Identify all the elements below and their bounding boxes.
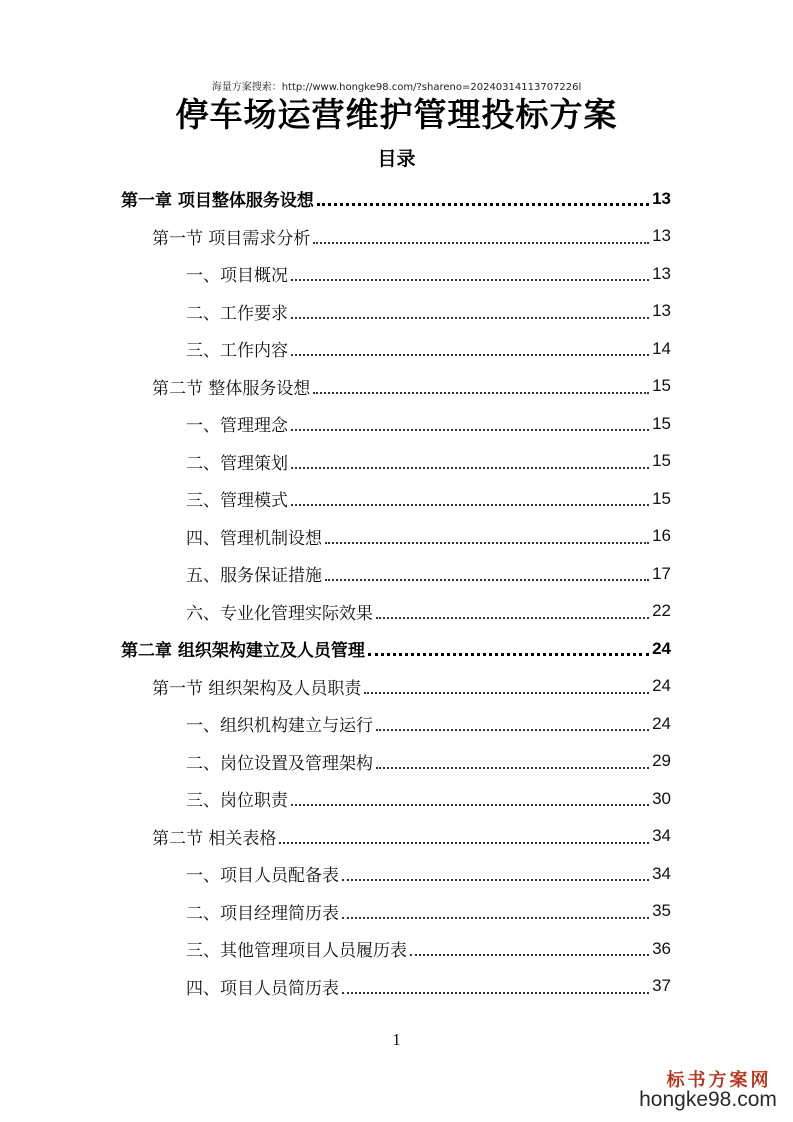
toc-entry-item[interactable] bbox=[186, 480, 671, 517]
toc-dot-leader bbox=[376, 767, 649, 769]
toc-entry-label: 三、其他管理项目人员履历表 bbox=[186, 941, 407, 961]
toc-dot-leader bbox=[291, 504, 649, 506]
toc-entry-page: 15 bbox=[652, 376, 671, 395]
toc-entry-page: 36 bbox=[652, 938, 671, 958]
toc-entry-item[interactable] bbox=[186, 555, 671, 592]
toc-dot-leader bbox=[364, 692, 649, 694]
toc-entry-label: 第二章 组织架构建立及人员管理 bbox=[121, 641, 365, 661]
toc-entry-page: 34 bbox=[652, 826, 671, 845]
toc-entry-label: 第二节 整体服务设想 bbox=[152, 378, 311, 399]
toc-entry-label: 四、管理机制设想 bbox=[186, 528, 322, 549]
toc-entry-label: 六、专业化管理实际效果 bbox=[186, 603, 373, 624]
toc-entry-item[interactable] bbox=[186, 405, 671, 442]
toc-dot-leader bbox=[368, 653, 649, 656]
toc-entry-section[interactable] bbox=[152, 818, 671, 855]
toc-entry-item[interactable] bbox=[186, 855, 671, 892]
toc-entry-label: 二、岗位设置及管理架构 bbox=[186, 753, 373, 774]
toc-dot-leader bbox=[291, 804, 649, 806]
toc-heading: 目录 bbox=[377, 148, 416, 170]
toc-entry-label: 二、管理策划 bbox=[186, 453, 288, 474]
toc-entry-page: 24 bbox=[652, 713, 671, 733]
toc-entry-label: 二、工作要求 bbox=[186, 303, 288, 324]
toc-entry-item[interactable] bbox=[186, 330, 671, 367]
toc-dot-leader bbox=[291, 317, 649, 319]
toc-dot-leader bbox=[313, 242, 649, 244]
toc-dot-leader bbox=[291, 279, 649, 281]
toc-entry-item[interactable] bbox=[186, 293, 671, 330]
toc-entry-section[interactable] bbox=[152, 218, 671, 255]
toc-dot-leader bbox=[325, 542, 649, 544]
toc-entry-label: 一、管理理念 bbox=[186, 416, 288, 436]
toc-entry-page: 15 bbox=[652, 413, 671, 433]
watermark-url: hongke98.com bbox=[639, 1088, 777, 1111]
document-title: 停车场运营维护管理投标方案 bbox=[175, 95, 618, 134]
toc-entry-page: 22 bbox=[652, 601, 671, 620]
toc-entry-label: 第一章 项目整体服务设想 bbox=[121, 191, 314, 211]
toc-entry-item[interactable] bbox=[186, 893, 671, 930]
toc-entry-page: 24 bbox=[652, 638, 671, 658]
toc-entry-page: 15 bbox=[652, 488, 671, 508]
toc-dot-leader bbox=[342, 879, 649, 881]
toc-entry-chapter[interactable] bbox=[121, 630, 671, 667]
toc-dot-leader bbox=[342, 992, 649, 994]
toc-entry-chapter[interactable] bbox=[121, 180, 671, 217]
toc-entry-label: 第一节 项目需求分析 bbox=[152, 228, 311, 249]
toc-dot-leader bbox=[376, 729, 649, 731]
page-number: 1 bbox=[392, 1030, 401, 1049]
toc-dot-leader bbox=[291, 429, 649, 431]
toc-entry-page: 13 bbox=[652, 263, 671, 283]
toc-entry-page: 34 bbox=[652, 863, 671, 883]
toc-entry-page: 13 bbox=[652, 301, 671, 320]
toc-dot-leader bbox=[313, 392, 649, 394]
toc-entry-label: 三、工作内容 bbox=[186, 341, 288, 361]
toc-entry-page: 13 bbox=[652, 226, 671, 245]
toc-entry-item[interactable] bbox=[186, 593, 671, 630]
toc-dot-leader bbox=[291, 467, 649, 469]
toc-entry-item[interactable] bbox=[186, 518, 671, 555]
toc-entry-page: 29 bbox=[652, 751, 671, 770]
toc-entry-page: 17 bbox=[652, 563, 671, 583]
watermark-site-name: 标书方案网 bbox=[666, 1070, 772, 1091]
toc-entry-label: 三、岗位职责 bbox=[186, 791, 288, 811]
toc-entry-page: 16 bbox=[652, 526, 671, 545]
toc-dot-leader bbox=[291, 354, 649, 356]
toc-entry-label: 四、项目人员简历表 bbox=[186, 978, 339, 999]
toc-entry-item[interactable] bbox=[186, 930, 671, 967]
toc-entry-item[interactable] bbox=[186, 780, 671, 817]
toc-dot-leader bbox=[279, 842, 649, 844]
toc-entry-page: 14 bbox=[652, 338, 671, 358]
toc-entry-page: 30 bbox=[652, 788, 671, 808]
toc-entry-label: 一、项目概况 bbox=[186, 266, 288, 286]
toc-entry-item[interactable] bbox=[186, 443, 671, 480]
toc-entry-section[interactable] bbox=[152, 368, 671, 405]
toc-entry-page: 13 bbox=[652, 188, 671, 208]
toc-entry-item[interactable] bbox=[186, 743, 671, 780]
toc-entry-label: 五、服务保证措施 bbox=[186, 566, 322, 586]
toc-entry-label: 第一节 组织架构及人员职责 bbox=[152, 678, 362, 699]
toc-entry-page: 24 bbox=[652, 676, 671, 695]
toc-entry-page: 15 bbox=[652, 451, 671, 470]
toc-entry-page: 37 bbox=[652, 976, 671, 995]
toc-dot-leader bbox=[342, 917, 649, 919]
toc-entry-label: 第二节 相关表格 bbox=[152, 828, 277, 849]
toc-entry-item[interactable] bbox=[186, 705, 671, 742]
toc-entry-label: 三、管理模式 bbox=[186, 491, 288, 511]
toc-dot-leader bbox=[410, 954, 649, 956]
toc-entry-label: 一、组织机构建立与运行 bbox=[186, 716, 373, 736]
toc-dot-leader bbox=[317, 203, 649, 206]
toc-entry-item[interactable] bbox=[186, 968, 671, 1005]
toc-entry-section[interactable] bbox=[152, 668, 671, 705]
toc-entry-label: 一、项目人员配备表 bbox=[186, 866, 339, 886]
toc-dot-leader bbox=[376, 617, 649, 619]
toc-entry-label: 二、项目经理简历表 bbox=[186, 903, 339, 924]
toc-entry-page: 35 bbox=[652, 901, 671, 920]
toc-dot-leader bbox=[325, 579, 649, 581]
toc-entry-item[interactable] bbox=[186, 255, 671, 292]
header-search-note: 海量方案搜索：http://www.hongke98.com/?shareno=20240314113707226l bbox=[211, 82, 582, 93]
